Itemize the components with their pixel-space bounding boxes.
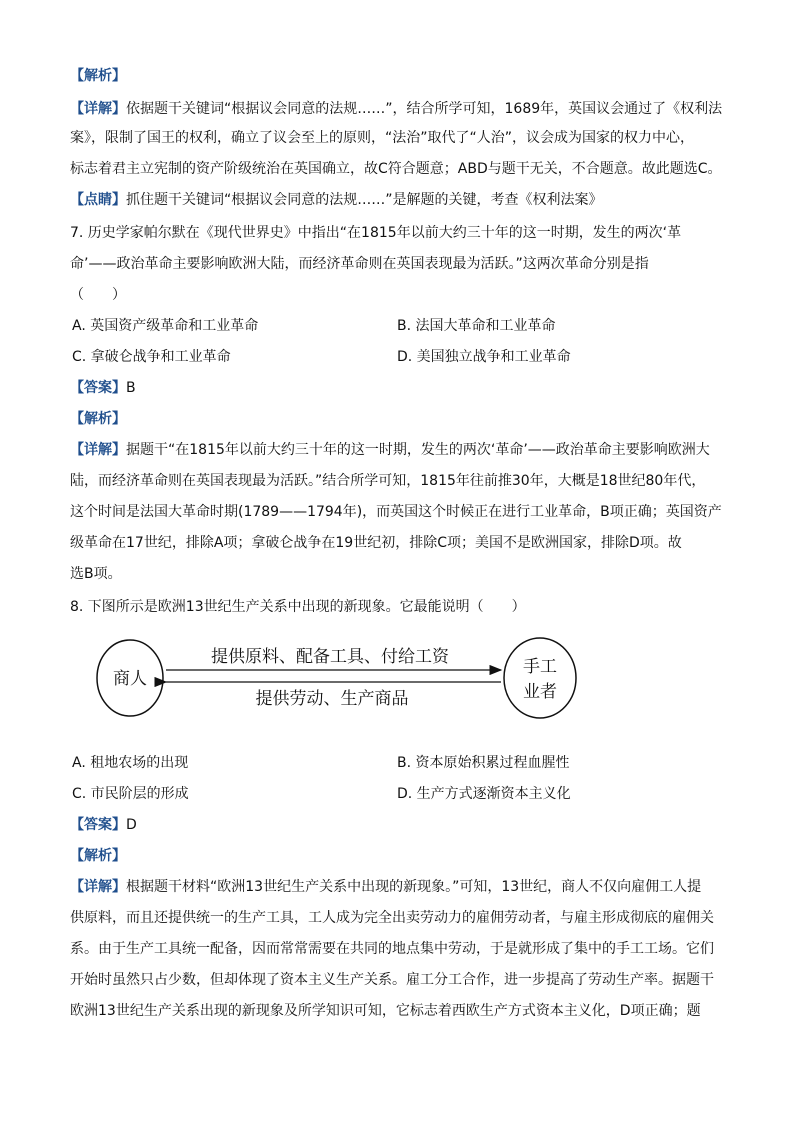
tip-paragraph: 【点睛】抓住题干关键词“根据议会同意的法规……”是解题的关键，考查《权利法案》 (70, 192, 603, 208)
q7-detail-line: 陆，而经济革命则在英国表现最为活跃。”结合所学可知，1815年往前推30年，大概是18世纪80年代， (70, 473, 706, 489)
q7-stem-line: 7. 历史学家帕尔默在《现代世界史》中指出“在1815年以前大约三十年的这一时期，发生的两次‘革 (70, 225, 682, 241)
craftsman-label-line1: 手工 (523, 657, 557, 677)
q8-analysis-heading: 【解析】 (70, 848, 126, 864)
q7-blank: （ ） (70, 287, 126, 303)
q7-stem-line: 命’——政治革命主要影响欧洲大陆，而经济革命则在英国表现最为活跃。”这两次革命分别是指 (70, 256, 649, 272)
q7-answer: 【答案】B (70, 380, 136, 396)
q7-option-d: D. 美国独立战争和工业革命 (397, 349, 571, 365)
q8-relation-diagram (92, 635, 582, 730)
analysis-heading: 【解析】 (70, 68, 126, 84)
detail-paragraph-line: 【详解】依据题干关键词“根据议会同意的法规……”，结合所学可知，1689年，英国议会通过了《权利法 (70, 101, 723, 117)
arrow-top-label: 提供原料、配备工具、付给工资 (211, 647, 449, 667)
q8-option-a: A. 租地农场的出现 (72, 755, 189, 771)
q7-option-a: A. 英国资产级革命和工业革命 (72, 318, 259, 334)
q7-detail-line: 级革命在17世纪，排除A项；拿破仑战争在19世纪初，排除C项；美国不是欧洲国家，排除D项。故 (70, 535, 682, 551)
merchant-label: 商人 (113, 669, 147, 689)
q8-detail-line: 开始时虽然只占少数，但却体现了资本主义生产关系。雇工分工合作，进一步提高了劳动生产率。据题干 (70, 972, 714, 988)
q8-option-c: C. 市民阶层的形成 (72, 786, 189, 802)
q8-detail-line: 【详解】根据题干材料“欧洲13世纪生产关系中出现的新现象。”可知，13世纪，商人不仅向雇佣工人提 (70, 879, 702, 895)
q7-detail-line: 【详解】据题干“在1815年以前大约三十年的这一时期，发生的两次‘革命’——政治革命主要影响欧洲大 (70, 442, 710, 458)
q8-stem: 8. 下图所示是欧洲13世纪生产关系中出现的新现象。它最能说明（ ） (70, 599, 526, 615)
q8-detail-line: 供原料，而且还提供统一的生产工具，工人成为完全出卖劳动力的雇佣劳动者，与雇主形成彻底的雇佣关 (70, 910, 714, 926)
q7-detail-line: 选B项。 (70, 566, 122, 582)
q8-detail-line: 欧洲13世纪生产关系出现的新现象及所学知识可知，它标志着西欧生产方式资本主义化，D项正确；题 (70, 1003, 701, 1019)
craftsman-label-line2: 业者 (523, 682, 557, 702)
detail-paragraph-line: 案》，限制了国王的权利，确立了议会至上的原则，“法治”取代了“人治”，议会成为国家的权力中心， (70, 130, 695, 146)
arrow-bottom-label: 提供劳动、生产商品 (255, 689, 409, 709)
q8-option-b: B. 资本原始积累过程血腥性 (397, 755, 570, 771)
q7-option-c: C. 拿破仑战争和工业革命 (72, 349, 231, 365)
q7-option-b: B. 法国大革命和工业革命 (397, 318, 556, 334)
detail-paragraph-line: 标志着君主立宪制的资产阶级统治在英国确立，故C符合题意；ABD与题干无关，不合题意。故此题选C。 (70, 161, 722, 177)
q8-detail-line: 系。由于生产工具统一配备，因而常常需要在共同的地点集中劳动，于是就形成了集中的手工工场。它们 (70, 941, 714, 957)
q8-option-d: D. 生产方式逐渐资本主义化 (397, 786, 571, 802)
q7-analysis-heading: 【解析】 (70, 411, 126, 427)
q7-detail-line: 这个时间是法国大革命时期(1789——1794年)，而英国这个时候正在进行工业革命，B项正确；英国资产 (70, 504, 722, 520)
q8-answer: 【答案】D (70, 817, 137, 833)
craftsman-ellipse (504, 638, 576, 718)
